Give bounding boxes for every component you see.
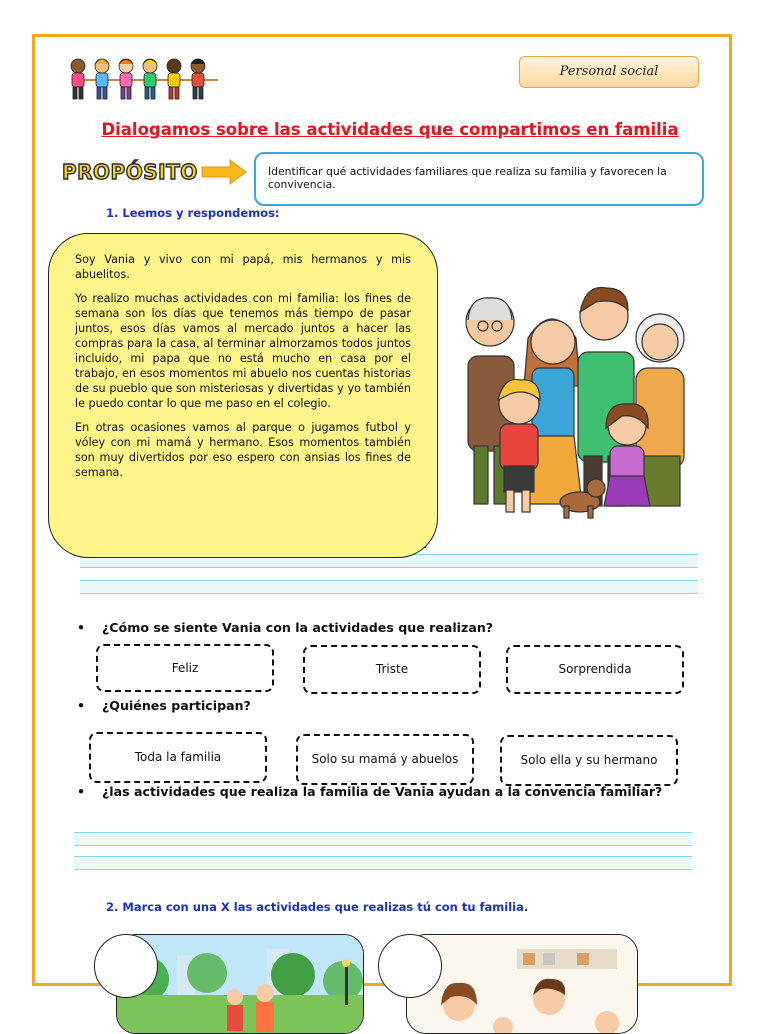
story-paragraph-1: Soy Vania y vivo con mi papá, mis hermanos y mis abuelitos. [75, 253, 411, 281]
question-4 [77, 784, 692, 799]
option-sorprendida[interactable]: Sorprendida [506, 645, 684, 694]
page-title: Dialogamos sobre las actividades que compartimos en familia [101, 120, 679, 139]
section-2-heading: 2. Marca con una X las actividades que realizas tú con tu familia. [106, 900, 529, 914]
family-illustration [456, 276, 696, 526]
option-toda-la-familia[interactable]: Toda la familia [89, 732, 267, 783]
question-3-text: ¿Quiénes participan? [102, 698, 251, 713]
activity-card-home [406, 934, 638, 1034]
question-3 [77, 698, 251, 713]
purpose-box [254, 152, 704, 206]
answer-lines-1[interactable] [80, 552, 698, 596]
home-scene-illustration [407, 935, 638, 1034]
story-paragraph-2: Yo realizo muchas actividades con mi familia: los fines de semana son los días que tenemos más tiempo de pasar juntos, esos días vamos al mercado juntos a hacer las compras para la casa, al terminar almorzamos todos juntos incluido, mi papa que no está mucho en casa por el trabajo, en esos momentos mi abuelo nos cuentas historias de su pueblo que son misteriosas y divertidas y yo también le puedo contar lo que me paso en el colegio. [75, 292, 411, 410]
question-2 [77, 620, 494, 635]
option-solo-mama-y-abuelos[interactable]: Solo su mamá y abuelos [296, 734, 474, 785]
option-solo-ella-y-hermano[interactable]: Solo ella y su hermano [500, 735, 678, 786]
purpose-label: PROPÓSITO [62, 160, 198, 184]
bullet: • [77, 784, 86, 799]
option-triste[interactable]: Triste [303, 645, 481, 694]
section-1-heading: 1. Leemos y respondemos: [106, 206, 280, 220]
children-holding-hands-illustration [66, 54, 226, 102]
bullet: • [77, 620, 86, 635]
bullet: • [77, 698, 86, 713]
question-4-text: ¿las actividades que realiza la familia de Vania ayudan a la convencia familiar? [102, 784, 663, 799]
checkbox-circle-2[interactable] [378, 934, 442, 998]
arrow-right-icon [200, 158, 248, 186]
answer-lines-4[interactable] [74, 830, 692, 874]
checkbox-circle-1[interactable] [94, 934, 158, 998]
story-bubble [48, 233, 438, 558]
question-2-text: ¿Cómo se siente Vania con la actividades que realizan? [102, 620, 494, 635]
subject-tag: Personal social [519, 56, 699, 88]
option-feliz[interactable]: Feliz [96, 644, 274, 692]
purpose-text: Identificar qué actividades familiares que realiza su familia y favorecen la convivencia. [268, 165, 667, 191]
story-paragraph-3: En otras ocasiones vamos al parque o jugamos futbol y vóley con mi mamá y hermano. Esos momentos también son muy divertidos por eso espero con ansias los fines de semana. [75, 421, 411, 479]
